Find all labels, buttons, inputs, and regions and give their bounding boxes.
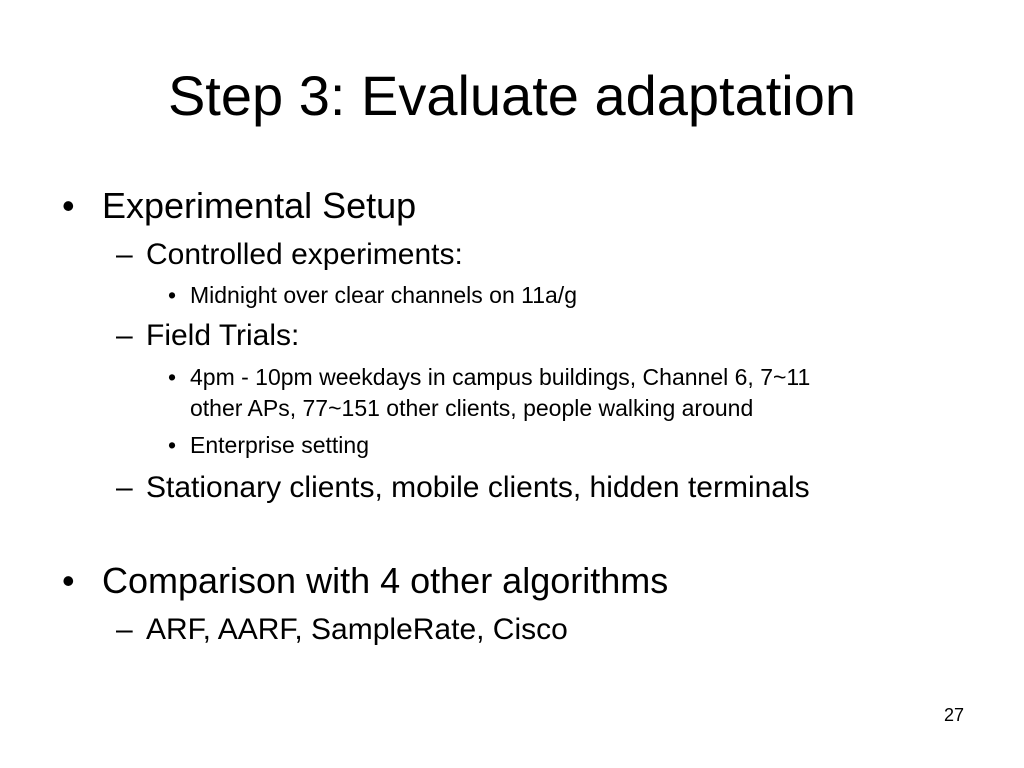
subsubbullet-field-trial-times-line1: 4pm - 10pm weekdays in campus buildings, Channel 6, 7~11 [190,364,811,390]
subbullet-algorithms: ARF, AARF, SampleRate, Cisco [146,613,568,646]
bullet-marker: • [62,185,75,226]
dash-marker: – [116,613,133,646]
subsubbullet-midnight: Midnight over clear channels on 11a/g [190,282,577,308]
bullet-marker: • [168,364,177,390]
dash-marker: – [116,238,133,271]
bullet-marker: • [168,432,177,458]
subbullet-field-trials: Field Trials: [146,319,300,352]
dash-marker: – [116,319,133,352]
subsubbullet-field-trial-times-line2: other APs, 77~151 other clients, people walking around [190,395,754,421]
bullet-experimental-setup: Experimental Setup [102,185,417,226]
subsubbullet-enterprise-setting: Enterprise setting [190,432,369,458]
bullet-comparison: Comparison with 4 other algorithms [102,560,669,601]
bullet-marker: • [62,560,75,601]
subbullet-controlled-experiments: Controlled experiments: [146,238,463,271]
bullet-marker: • [168,282,177,308]
slide-title: Step 3: Evaluate adaptation [167,64,857,127]
page-number: 27 [943,705,964,725]
dash-marker: – [116,471,133,504]
subbullet-stationary-clients: Stationary clients, mobile clients, hidden terminals [146,471,810,504]
